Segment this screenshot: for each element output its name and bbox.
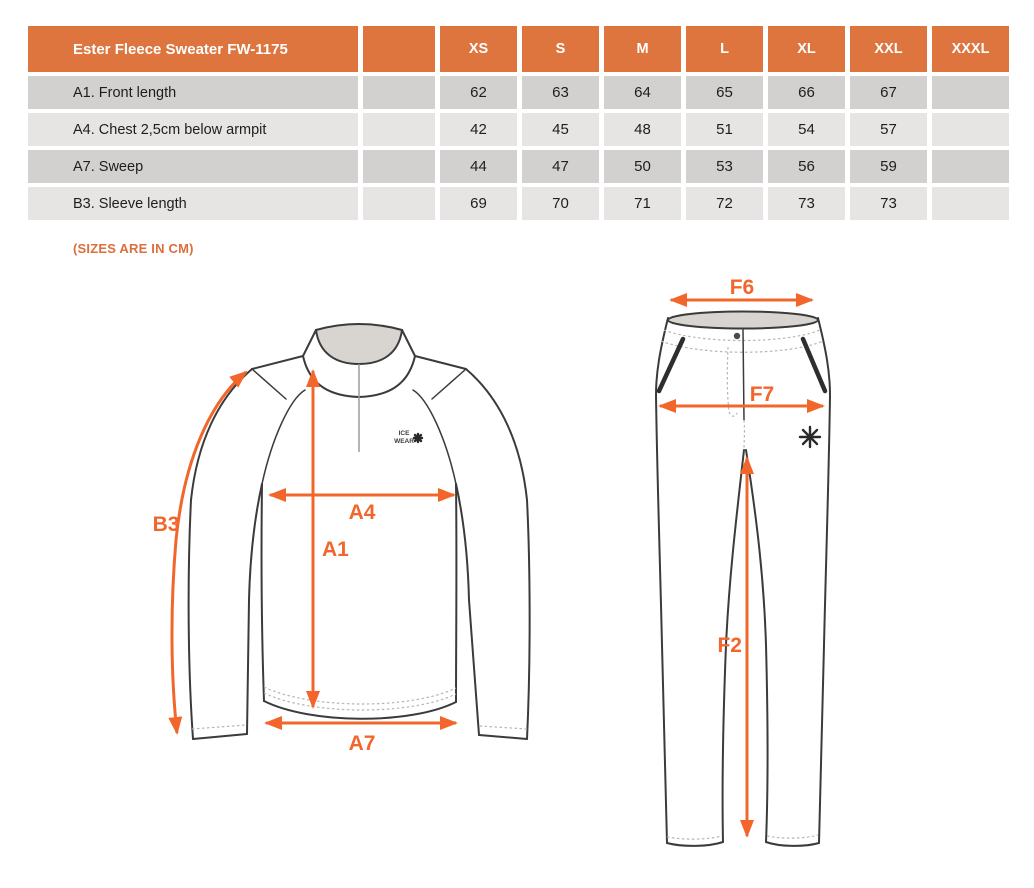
right-cuff-stitch xyxy=(480,726,527,729)
value-cell: 42 xyxy=(440,113,517,146)
left-leg-hem xyxy=(667,842,723,846)
left-pocket-opening xyxy=(659,339,683,391)
waist-opening xyxy=(668,312,818,329)
value-cell: 50 xyxy=(604,150,681,183)
right-shoulder-edge xyxy=(415,356,466,369)
table-row-sweep xyxy=(28,150,1009,183)
left-cuff xyxy=(193,734,247,739)
value-cell: 48 xyxy=(604,113,681,146)
f6-label: F6 xyxy=(729,276,755,299)
a7-label: A7 xyxy=(348,732,376,755)
value-cell: 54 xyxy=(768,113,845,146)
left-sleeve-outer xyxy=(189,369,252,739)
value-cell: 62 xyxy=(440,76,517,109)
value-cell xyxy=(932,113,1009,146)
row-spacer-cell xyxy=(363,150,435,183)
left-cuff-stitch xyxy=(192,725,246,729)
size-header-xl: XL xyxy=(768,26,845,72)
size-header-xxl: XXL xyxy=(850,26,927,72)
row-label: A7. Sweep xyxy=(28,150,358,183)
pants-left-outer xyxy=(656,318,668,843)
right-sleeve-inner xyxy=(456,484,479,735)
row-label: A4. Chest 2,5cm below armpit xyxy=(28,113,358,146)
value-cell: 63 xyxy=(522,76,599,109)
left-raglan-seam xyxy=(262,390,305,484)
logo-snowflake-icon xyxy=(414,434,422,442)
right-leg-hem-stitch xyxy=(767,835,818,838)
table-row-sleeve-length xyxy=(28,187,1009,220)
a1-label: A1 xyxy=(322,538,349,561)
value-cell: 69 xyxy=(440,187,517,220)
size-header-m: M xyxy=(604,26,681,72)
collar-opening xyxy=(316,324,402,364)
left-sleeve-inner xyxy=(247,484,262,734)
value-cell: 56 xyxy=(768,150,845,183)
value-cell: 65 xyxy=(686,76,763,109)
right-leg-hem xyxy=(766,842,819,846)
value-cell: 45 xyxy=(522,113,599,146)
waistband-stitch-2 xyxy=(661,341,823,352)
sizes-in-cm-note: (SIZES ARE IN CM) xyxy=(73,241,194,256)
waistband-stitch-1 xyxy=(664,330,820,341)
right-cuff xyxy=(479,735,527,739)
icewear-logo-line1: ICE xyxy=(398,430,410,437)
waist-button xyxy=(734,333,740,339)
value-cell: 64 xyxy=(604,76,681,109)
value-cell: 59 xyxy=(850,150,927,183)
table-row-front-length xyxy=(28,76,1009,109)
table-row-chest xyxy=(28,113,1009,146)
size-table xyxy=(23,22,1014,224)
left-shoulder-seam xyxy=(252,369,286,399)
hem-stitch-1 xyxy=(264,693,456,710)
value-cell: 57 xyxy=(850,113,927,146)
size-header-s: S xyxy=(522,26,599,72)
row-spacer-cell xyxy=(363,113,435,146)
table-header-row xyxy=(28,26,1009,72)
value-cell: 72 xyxy=(686,187,763,220)
pants-diagram xyxy=(640,270,1034,870)
f7-label: F7 xyxy=(749,383,775,406)
value-cell xyxy=(932,187,1009,220)
a4-label: A4 xyxy=(348,501,376,524)
collar-right-edge xyxy=(402,330,415,356)
value-cell: 51 xyxy=(686,113,763,146)
icewear-logo-line2: WEAR xyxy=(394,438,414,445)
value-cell: 66 xyxy=(768,76,845,109)
value-cell: 73 xyxy=(850,187,927,220)
size-header-xs: XS xyxy=(440,26,517,72)
row-spacer-cell xyxy=(363,187,435,220)
left-leg-hem-stitch xyxy=(667,836,722,839)
size-header-xxxl: XXXL xyxy=(932,26,1009,72)
value-cell: 71 xyxy=(604,187,681,220)
value-cell: 73 xyxy=(768,187,845,220)
value-cell: 67 xyxy=(850,76,927,109)
right-shoulder-seam xyxy=(432,369,466,399)
right-pocket-opening xyxy=(803,339,825,391)
value-cell: 44 xyxy=(440,150,517,183)
value-cell xyxy=(932,150,1009,183)
collar-left-edge xyxy=(303,330,316,356)
pants-right-outer xyxy=(818,318,830,843)
body-left-edge xyxy=(262,484,264,701)
hem-stitch-2 xyxy=(264,687,456,704)
value-cell xyxy=(932,76,1009,109)
header-spacer-cell xyxy=(363,26,435,72)
size-header-l: L xyxy=(686,26,763,72)
table-title: Ester Fleece Sweater FW-1175 xyxy=(28,26,358,72)
row-label: A1. Front length xyxy=(28,76,358,109)
row-spacer-cell xyxy=(363,76,435,109)
right-leg-inner xyxy=(746,450,768,842)
value-cell: 47 xyxy=(522,150,599,183)
f2-label: F2 xyxy=(717,634,742,657)
value-cell: 53 xyxy=(686,150,763,183)
value-cell: 70 xyxy=(522,187,599,220)
row-label: B3. Sleeve length xyxy=(28,187,358,220)
left-shoulder-edge xyxy=(252,356,303,369)
sweater-diagram xyxy=(130,270,570,870)
b3-label: B3 xyxy=(152,513,180,536)
pants-snowflake-icon xyxy=(800,427,820,447)
